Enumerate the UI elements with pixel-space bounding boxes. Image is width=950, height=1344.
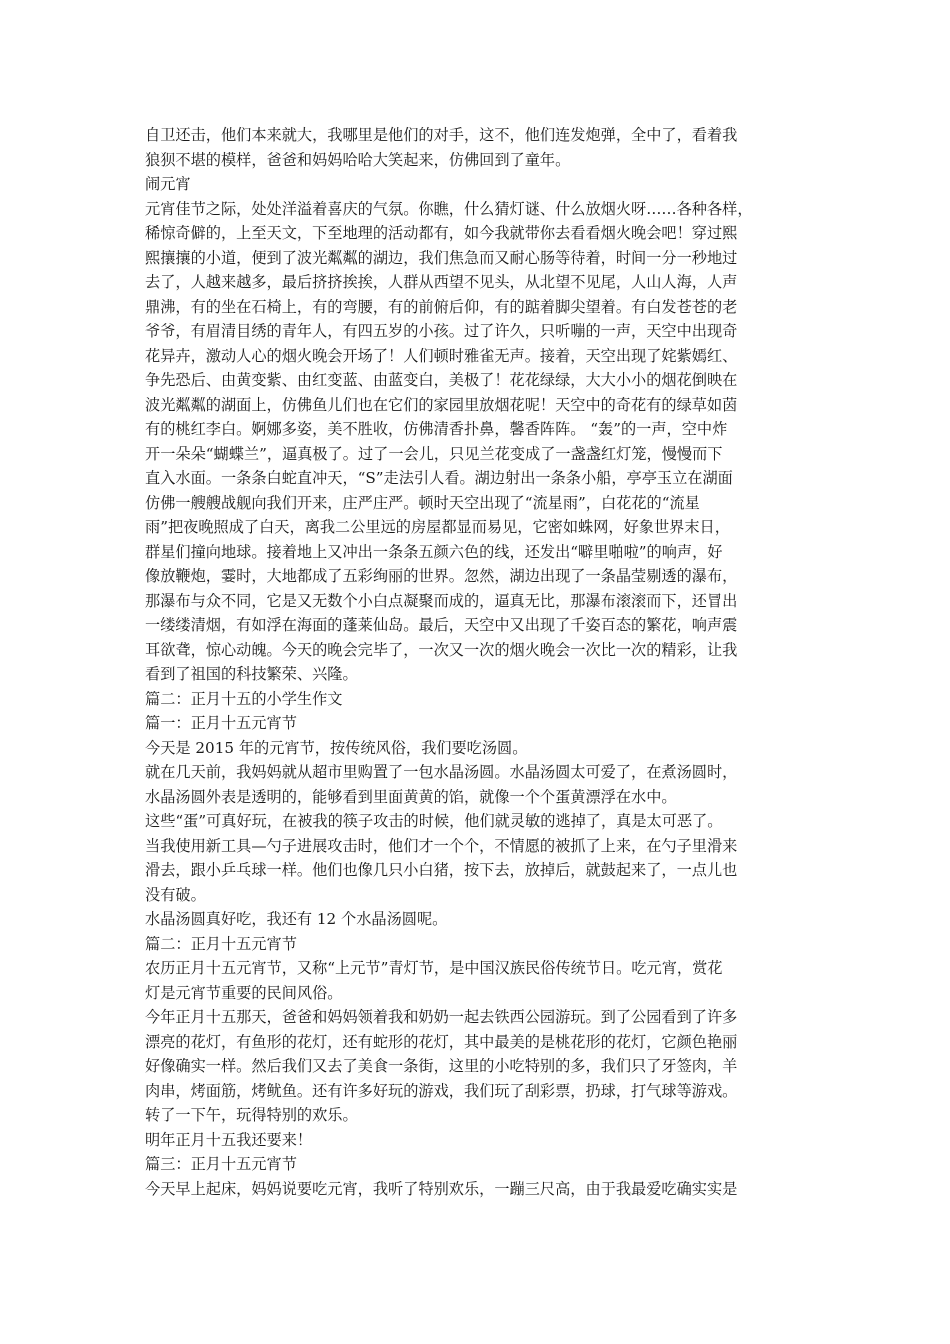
text-line: 群星们撞向地球。接着地上又冲出一条条五颜六色的线，还发出“噼里啪啦”的响声，好 — [145, 542, 723, 561]
text-line: 元宵佳节之际，处处洋溢着喜庆的气氛。你瞧，什么猜灯谜、什么放烟火呀……各种各样， — [145, 199, 753, 218]
text-line: 稀惊奇僻的，上至天文，下至地理的活动都有，如今我就带你去看看烟火晚会吧！穿过熙 — [145, 224, 738, 242]
text-line: 自卫还击，他们本来就大，我哪里是他们的对手，这不，他们连发炮弹，全中了，看着我 — [145, 126, 738, 144]
text-line: 今年正月十五那天，爸爸和妈妈领着我和奶奶一起去铁西公园游玩。到了公园看到了许多 — [145, 1008, 738, 1026]
text-line: 雨”把夜晚照成了白天，离我二公里远的房屋都显而易见，它密如蛛网，好象世界末日， — [145, 518, 730, 536]
text-line: 争先恐后、由黄变紫、由红变蓝、由蓝变白，美极了！花花绿绿，大大小小的烟花倒映在 — [145, 371, 738, 389]
text-line: 这些“蛋”可真好玩，在被我的筷子攻击的时候，他们就灵敏的逃掉了，真是太可恶了。 — [145, 812, 723, 830]
text-line: 耳欲聋，惊心动魄。今天的晚会完毕了，一次又一次的烟火晚会一次比一次的精彩，让我 — [145, 640, 738, 659]
text-line: 开一朵朵“蝴蝶兰”，逼真极了。过了一会儿，只见兰花变成了一盏盏红灯笼，慢慢而下 — [145, 444, 723, 463]
text-line: 灯是元宵节重要的民间风俗。 — [145, 983, 343, 1002]
text-line: 熙攘攘的小道，便到了波光粼粼的湖边，我们焦急而又耐心肠等待着，时间一分一秒地过 — [145, 248, 738, 267]
text-line: 有的桃红李白。婀娜多姿，美不胜收，仿佛清香扑鼻，馨香阵阵。 “轰”的一声，空中炸 — [145, 420, 728, 438]
document-body — [145, 123, 815, 1201]
text-line: 篇三：正月十五元宵节 — [145, 1155, 297, 1173]
text-line: 那瀑布与众不同，它是又无数个小白点凝聚而成的，逼真无比，那瀑布滚滚而下，还冒出 — [145, 591, 738, 610]
text-line: 爷爷，有眉清目绣的青年人，有四五岁的小孩。过了许久，只听嘣的一声，天空中出现奇 — [145, 322, 738, 340]
text-line: 一缕缕清烟，有如浮在海面的蓬莱仙岛。最后，天空中又出现了千姿百态的繁花，响声震 — [145, 616, 738, 634]
text-line: 去了，人越来越多，最后挤挤挨挨，人群从西望不见头，从北望不见尾，人山人海，人声 — [145, 273, 738, 291]
text-line: 花异卉，激动人心的烟火晚会开场了！人们顿时雅雀无声。接着，天空出现了姹紫嫣红、 — [145, 346, 738, 365]
text-line: 狼狈不堪的模样，爸爸和妈妈哈哈大笑起来，仿佛回到了童年。 — [145, 150, 571, 169]
text-line: 转了一下午，玩得特别的欢乐。 — [145, 1106, 358, 1124]
text-line: 漂亮的花灯，有鱼形的花灯，还有蛇形的花灯，其中最美的是桃花形的花灯，它颜色艳丽 — [145, 1032, 738, 1051]
text-line: 波光粼粼的湖面上，仿佛鱼儿们也在它们的家园里放烟花呢！天空中的奇花有的绿草如茵 — [145, 395, 738, 414]
text-line: 篇二：正月十五元宵节 — [145, 934, 297, 953]
text-line: 滑去，跟小乒乓球一样。他们也像几只小白猪，按下去，放掉后，就鼓起来了，一点儿也 — [145, 861, 738, 879]
text-line: 没有破。 — [145, 885, 206, 904]
text-line: 仿佛一艘艘战舰向我们开来，庄严庄严。顿时天空出现了“流星雨”，白花花的“流星 — [145, 493, 700, 512]
text-line: 水晶汤圆真好吃，我还有 12 个水晶汤圆呢。 — [145, 910, 448, 928]
document-page — [145, 123, 815, 1201]
text-line: 水晶汤圆外表是透明的，能够看到里面黄黄的馅，就像一个个蛋黄漂浮在水中。 — [145, 787, 677, 806]
text-line: 当我使用新工具—勺子进展攻击时，他们才一个个，不情愿的被抓了上来，在勺子里滑来 — [145, 836, 738, 855]
text-line: 直入水面。一条条白蛇直冲天，“S”走法引人看。湖边射出一条条小船，亭亭玉立在湖面 — [145, 469, 733, 487]
text-line: 闹元宵 — [145, 175, 191, 193]
text-line: 明年正月十五我还要来！ — [145, 1130, 313, 1149]
text-line: 像放鞭炮，霎时，大地都成了五彩绚丽的世界。忽然，湖边出现了一条晶莹剔透的瀑布， — [145, 567, 738, 585]
text-line: 看到了祖国的科技繁荣、兴隆。 — [145, 665, 358, 683]
text-line: 肉串，烤面筋，烤鱿鱼。还有许多好玩的游戏，我们玩了刮彩票，扔球，打气球等游戏。 — [145, 1081, 738, 1100]
text-line: 好像确实一样。然后我们又去了美食一条街，这里的小吃特别的多，我们只了牙签肉，羊 — [145, 1057, 738, 1075]
text-line: 鼎沸，有的坐在石椅上，有的弯腰，有的前俯后仰，有的踮着脚尖望着。有白发苍苍的老 — [145, 297, 738, 316]
text-line: 今天是 2015 年的元宵节，按传统风俗，我们要吃汤圆。 — [145, 738, 528, 757]
text-line: 篇二：正月十五的小学生作文 — [145, 689, 343, 708]
text-line: 就在几天前，我妈妈就从超市里购置了一包水晶汤圆。水晶汤圆太可爱了，在煮汤圆时， — [145, 763, 738, 781]
text-line: 篇一：正月十五元宵节 — [145, 714, 297, 732]
text-line: 今天早上起床，妈妈说要吃元宵，我听了特别欢乐，一蹦三尺高，由于我最爱吃确实实是 — [145, 1179, 738, 1198]
text-line: 农历正月十五元宵节，又称“上元节”青灯节，是中国汉族民俗传统节日。吃元宵，赏花 — [145, 959, 723, 977]
